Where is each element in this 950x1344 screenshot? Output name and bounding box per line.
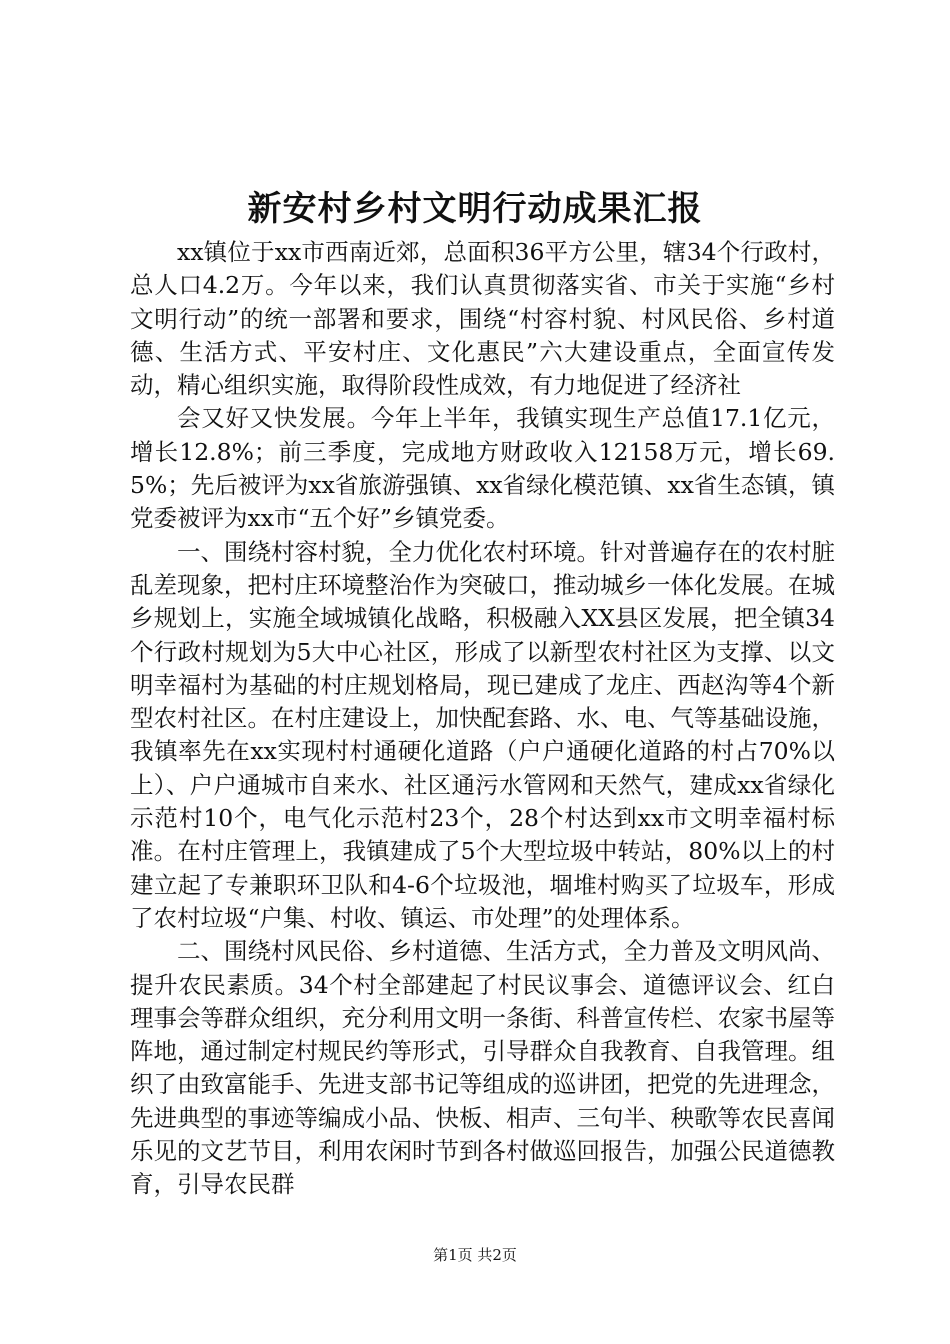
paragraph-section-two: 二、围绕村风民俗、乡村道德、生活方式，全力普及文明风尚、提升农民素质。34个村全部建起了村民议事会、道德评议会、红白理事会等群众组织，充分利用文明一条街、科普宣传栏、农家书屋等阵地，通过制定村规民约等形式，引导群众自我教育、自我管理。组织了由致富能手、先进支部书记等组成的巡讲团，把党的先进理念，先进典型的事迹等编成小品、快板、相声、三句半、秧歌等农民喜闻乐见的文艺节目，利用农闲时节到各村做巡回报告，加强公民道德教育，引导农民群 xyxy=(130,937,835,1199)
paragraph-achievements: 会又好又快发展。今年上半年，我镇实现生产总值17.1亿元，增长12.8%；前三季度，完成地方财政收入12158万元，增长69.5%；先后被评为xx省旅游强镇、xx省绿化模范镇、xx省生态镇，镇党委被评为xx市“五个好”乡镇党委。 xyxy=(130,404,835,533)
document-title: 新安村乡村文明行动成果汇报 xyxy=(247,189,703,229)
paragraph-section-one: 一、围绕村容村貌，全力优化农村环境。针对普遍存在的农村脏乱差现象，把村庄环境整治作为突破口，推动城乡一体化发展。在城乡规划上，实施全域城镇化战略，积极融入XX县区发展，把全镇34个行政村规划为5大中心社区，形成了以新型农村社区为支撑、以文明幸福村为基础的村庄规划格局，现已建成了龙庄、西赵沟等4个新型农村社区。在村庄建设上，加快配套路、水、电、气等基础设施，我镇率先在xx实现村村通硬化道路（户户通硬化道路的村占70%以上）、户户通城市自来水、社区通污水管网和天然气，建成xx省绿化示范村10个，电气化示范村23个，28个村达到xx市文明幸福村标准。在村庄管理上，我镇建成了5个大型垃圾中转站，80%以上的村建立起了专兼职环卫队和4-6个垃圾池，堌堆村购买了垃圾车，形成了农村垃圾“户集、村收、镇运、市处理”的处理体系。 xyxy=(130,537,835,932)
document-body xyxy=(130,236,835,1202)
paragraph-intro: xx镇位于xx市西南近郊，总面积36平方公里，辖34个行政村，总人口4.2万。今年以来，我们认真贯彻落实省、市关于实施“乡村文明行动”的统一部署和要求，围绕“村容村貌、村风民俗、乡村道德、生活方式、平安村庄、文化惠民”六大建设重点，全面宣传发动，精心组织实施，取得阶段性成效，有力地促进了经济社 xyxy=(130,238,835,400)
page-number-footer: 第1页 共2页 xyxy=(433,1246,517,1264)
